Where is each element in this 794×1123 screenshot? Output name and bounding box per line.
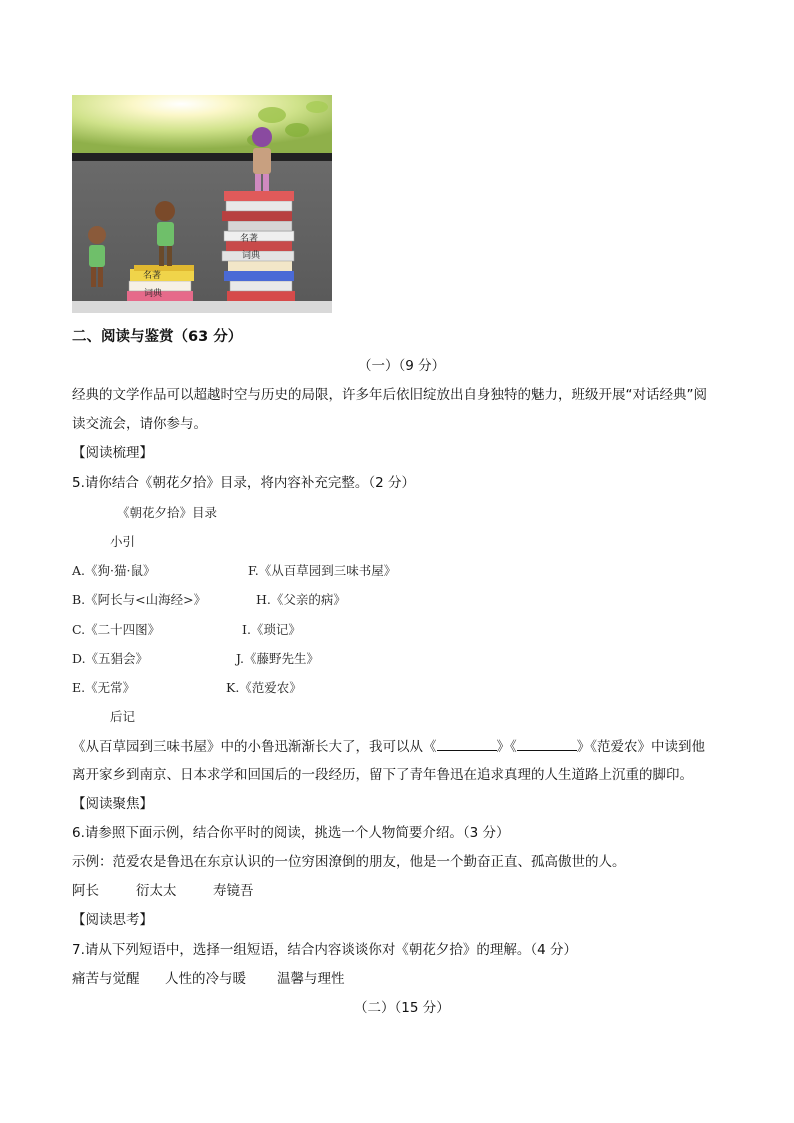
fill-in-sentence <box>72 736 705 757</box>
character-option-1: 阿长 <box>72 883 99 899</box>
low-stack-label-2: 词典 <box>144 289 163 299</box>
toc-left-b: B.《阿长与<山海经>》 <box>72 592 207 607</box>
toc-end: 后记 <box>110 709 136 724</box>
high-stack-label-2: 词典 <box>242 251 261 261</box>
children-on-books-illustration <box>72 95 332 313</box>
question-7: 7.请从下列短语中，选择一组短语，结合内容谈谈你对《朝花夕拾》的理解。（4 分） <box>72 942 578 958</box>
fill-line-2: 离开家乡到南京、日本求学和回国后的一段经历，留下了青年鲁迅在追求真理的人生道路上沉重的脚印。 <box>72 767 693 783</box>
toc-right-k: K.《范爱农》 <box>226 680 302 695</box>
toc-right-j: J.《藤野先生》 <box>236 651 320 666</box>
character-option-2: 衍太太 <box>136 883 177 899</box>
subheading-reading-review: 【阅读梳理】 <box>72 445 153 461</box>
high-stack-label-1: 名著 <box>240 234 259 244</box>
answer-blank-2[interactable] <box>517 736 577 751</box>
toc-right-h: H.《父亲的病》 <box>256 592 346 607</box>
subheading-reading-thinking: 【阅读思考】 <box>72 912 153 928</box>
toc-left-a: A.《狗·猫·鼠》 <box>72 563 156 578</box>
subheading-reading-focus: 【阅读聚焦】 <box>72 796 153 812</box>
question-5: 5.请你结合《朝花夕拾》目录，将内容补充完整。（2 分） <box>72 475 416 491</box>
toc-title: 《朝花夕拾》目录 <box>117 505 218 520</box>
section-title: 二、阅读与鉴赏（63 分） <box>72 329 243 345</box>
toc-left-e: E.《无常》 <box>72 680 136 695</box>
intro-line-2: 读交流会，请你参与。 <box>72 416 207 432</box>
fill-text-2: 》《 <box>496 739 517 755</box>
intro-line-1: 经典的文学作品可以超越时空与历史的局限，许多年后依旧绽放出自身独特的魅力，班级开展“对话经典”阅 <box>72 387 707 403</box>
answer-blank-1[interactable] <box>437 736 497 751</box>
phrase-option-1: 痛苦与觉醒 <box>72 971 140 987</box>
toc-intro: 小引 <box>110 534 136 549</box>
fill-text-1: 《从百草园到三味书屋》中的小鲁迅渐渐长大了，我可以从《 <box>72 739 437 755</box>
part2-header: （二）（15 分） <box>354 1000 450 1016</box>
phrase-option-2: 人性的冷与暖 <box>165 971 246 987</box>
toc-right-i: I.《琐记》 <box>242 622 301 637</box>
question-6: 6.请参照下面示例，结合你平时的阅读，挑选一个人物简要介绍。（3 分） <box>72 825 510 841</box>
toc-left-c: C.《二十四图》 <box>72 622 161 637</box>
low-stack-label-1: 名著 <box>143 271 162 281</box>
character-option-3: 寿镜吾 <box>213 883 254 899</box>
phrase-option-3: 温馨与理性 <box>277 971 345 987</box>
example-text: 示例：范爱农是鲁迅在东京认识的一位穷困潦倒的朋友，他是一个勤奋正直、孤高傲世的人。 <box>72 854 626 870</box>
part1-header: （一）（9 分） <box>358 358 446 374</box>
toc-right-f: F.《从百草园到三味书屋》 <box>248 563 397 578</box>
fill-text-3: 》《范爱农》中读到他 <box>576 739 705 755</box>
tall-book-stack <box>222 191 295 301</box>
illustration <box>72 95 332 313</box>
toc-left-d: D.《五猖会》 <box>72 651 149 666</box>
